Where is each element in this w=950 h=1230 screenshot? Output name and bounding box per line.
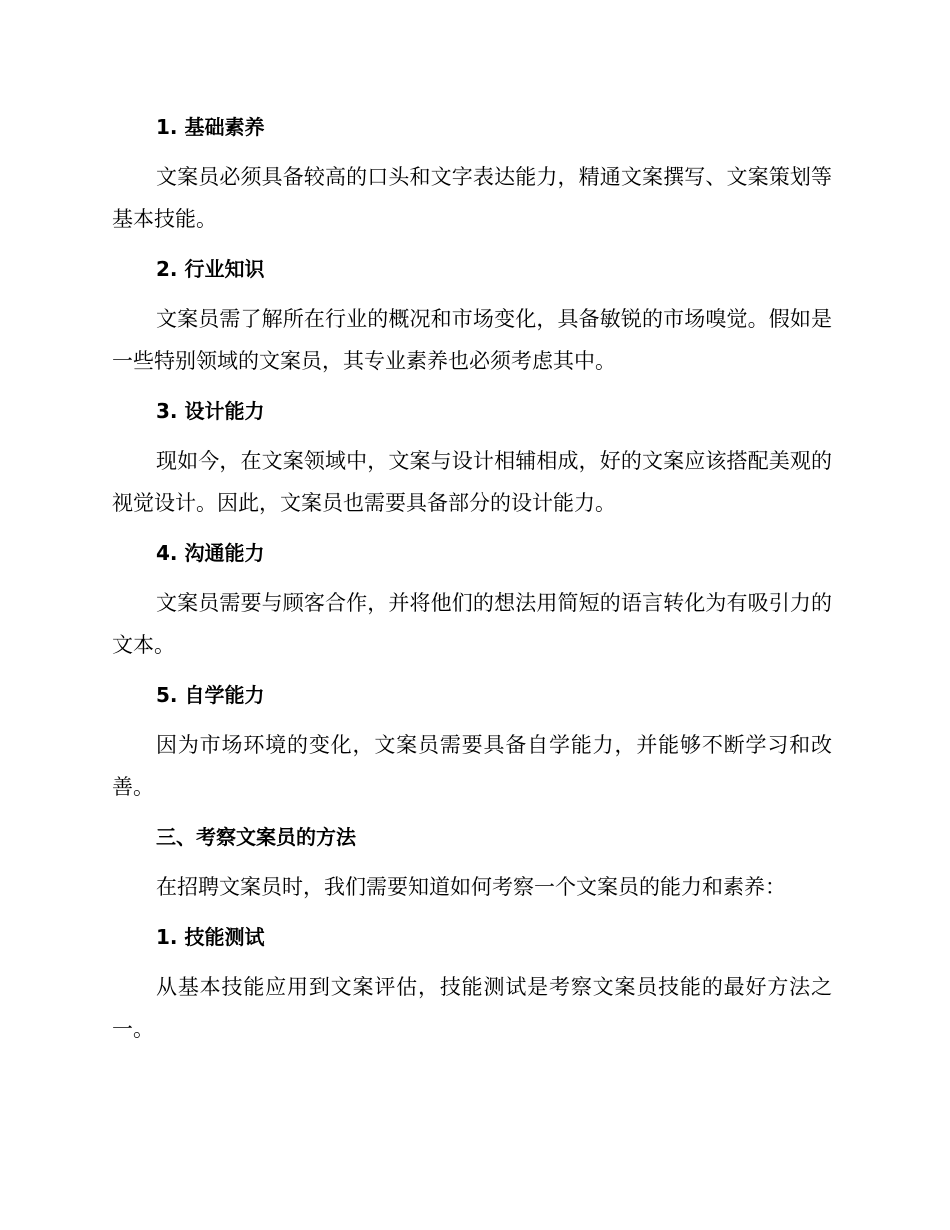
section-paragraph: 文案员需要与顾客合作，并将他们的想法用简短的语言转化为有吸引力的文本。: [112, 591, 832, 657]
section-design-ability: [112, 394, 832, 524]
section-evaluation-methods: [112, 820, 832, 908]
section-paragraph: 文案员必须具备较高的口头和文字表达能力，精通文案撰写、文案策划等基本技能。: [112, 165, 832, 231]
section-basic-quality: [112, 110, 832, 240]
section-paragraph: 因为市场环境的变化，文案员需要具备自学能力，并能够不断学习和改善。: [112, 733, 832, 799]
section-heading: 2. 行业知识: [156, 257, 265, 281]
section-communication-ability: [112, 536, 832, 666]
section-paragraph: 文案员需了解所在行业的概况和市场变化，具备敏锐的市场嗅觉。假如是一些特别领域的文案员，其专业素养也必须考虑其中。: [112, 307, 832, 373]
section-heading: 4. 沟通能力: [156, 541, 265, 565]
section-heading: 三、考察文案员的方法: [156, 825, 356, 849]
section-paragraph: 现如今，在文案领域中，文案与设计相辅相成，好的文案应该搭配美观的视觉设计。因此，文案员也需要具备部分的设计能力。: [112, 449, 832, 515]
section-heading: 5. 自学能力: [156, 683, 265, 707]
section-skill-test: [112, 920, 832, 1050]
document-body: [112, 110, 832, 1062]
section-heading: 1. 基础素养: [156, 115, 265, 139]
section-self-learning: [112, 678, 832, 808]
section-heading: 1. 技能测试: [156, 925, 265, 949]
section-paragraph: 从基本技能应用到文案评估，技能测试是考察文案员技能的最好方法之一。: [112, 975, 832, 1041]
section-industry-knowledge: [112, 252, 832, 382]
section-heading: 3. 设计能力: [156, 399, 265, 423]
section-paragraph: 在招聘文案员时，我们需要知道如何考察一个文案员的能力和素养：: [156, 875, 786, 899]
